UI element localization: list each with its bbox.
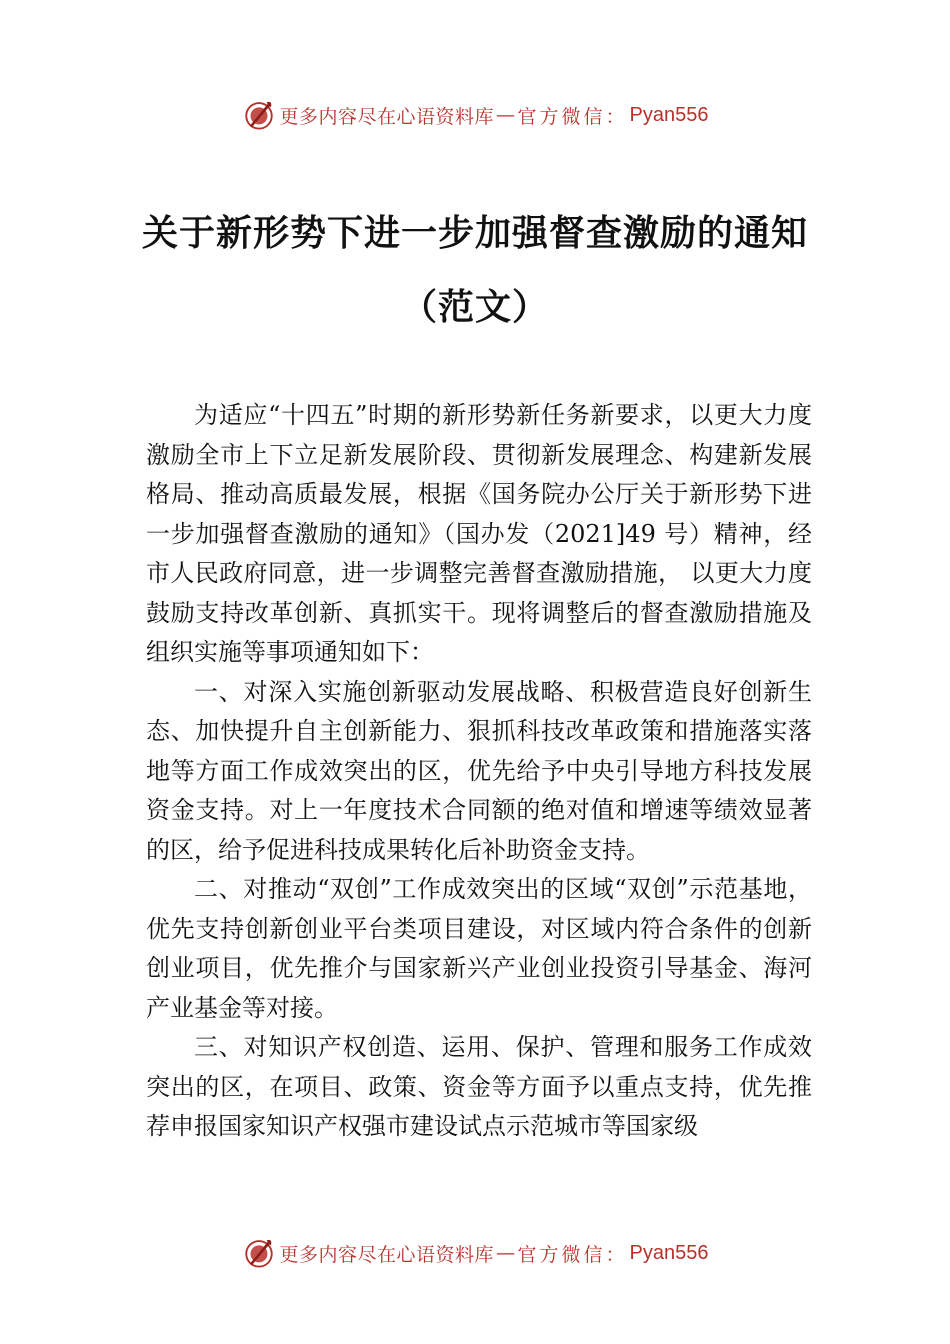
document-title: 关于新形势下进一步加强督查激励的通知 <box>141 212 808 254</box>
watermark-wechat-label: 官方微信： <box>517 105 628 128</box>
document-subtitle: （范文） <box>400 286 549 328</box>
watermark-label: 更多内容尽在心语资料库 <box>279 1243 495 1266</box>
header-watermark <box>0 95 950 135</box>
watermark-separator: — <box>496 104 516 126</box>
paragraph-item-1: 一、对深入实施创新驱动发展战略、积极营造良好创新生态、加快提升自主创新能力、狠抓科技改革政策和措施落实落地等方面工作成效突出的区，优先给予中央引导地方科技发展资金支持。对上一年度技术合同额的绝对值和增速等绩效显著的区，给予促进科技成果转化后补助资金支持。 <box>146 677 812 864</box>
paragraph-intro: 为适应“十四五”时期的新形势新任务新要求，以更大力度激励全市上下立足新发展阶段、贯彻新发展理念、构建新发展格局、推动高质最发展，根据《国务院办公厅关于新形势下进一步加强督查激励的通知》（国办发（2021]49 号）精神，经市人民政府同意，进一步调整完善督查激励措施， 以更大力度鼓励支持改革创新、真抓实干。现将调整后的督查激励措施及组织实施等事项通知如下： <box>146 401 812 666</box>
paragraph-item-2: 二、对推动“双创”工作成效突出的区域“双创”示范基地，优先支持创新创业平台类项目建设，对区域内符合条件的创新创业项目，优先推介与国家新兴产业创业投资引导基金、海河产业基金等对接。 <box>146 875 812 1022</box>
paragraph-item-3: 三、对知识产权创造、运用、保护、管理和服务工作成效突出的区，在项目、政策、资金等方面予以重点支持，优先推荐申报国家知识产权强市建设试点示范城市等国家级 <box>146 1033 812 1140</box>
document-body <box>146 396 812 1147</box>
watermark-wechat-label: 官方微信： <box>517 1243 628 1266</box>
watermark-label: 更多内容尽在心语资料库 <box>279 105 495 128</box>
quill-seal-icon <box>242 98 276 132</box>
watermark-separator: — <box>496 1242 516 1264</box>
footer-watermark <box>0 1233 950 1273</box>
quill-seal-icon <box>242 1236 276 1270</box>
watermark-handle: Pyan556 <box>629 103 709 126</box>
watermark-handle: Pyan556 <box>629 1241 709 1264</box>
